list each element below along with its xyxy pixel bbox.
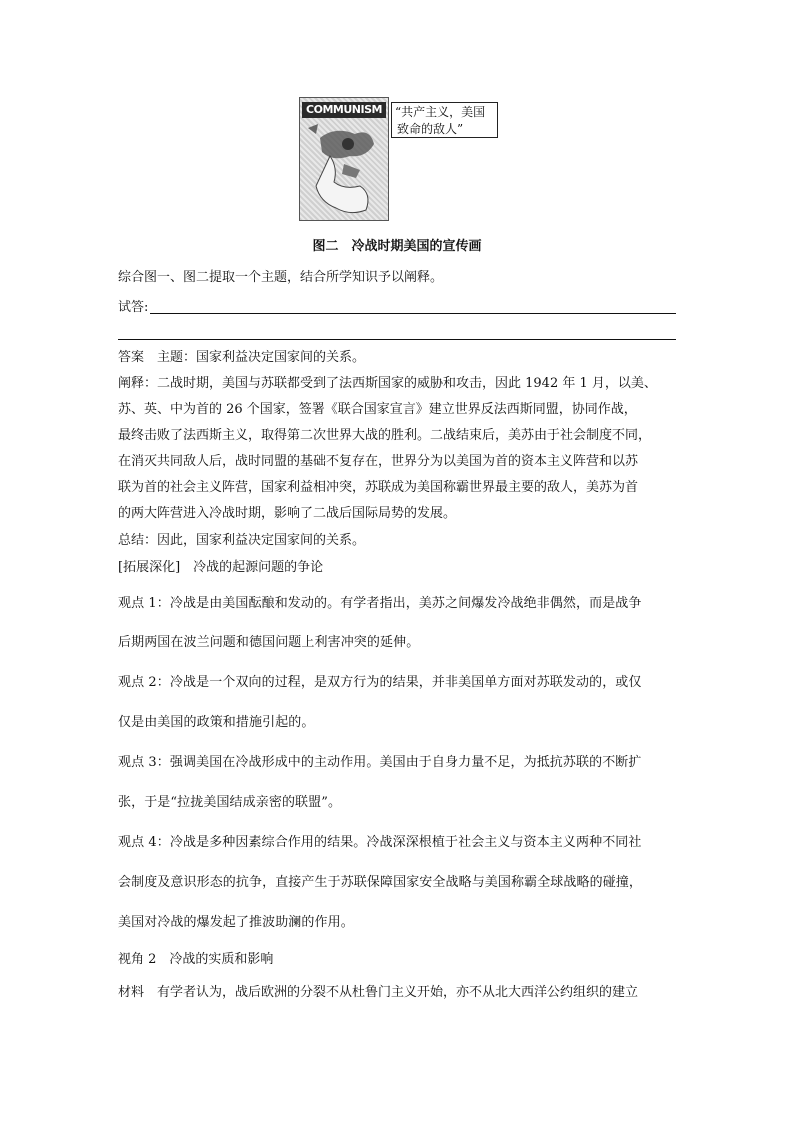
answer-line-2: 阐释：二战时期，美国与苏联都受到了法西斯国家的威胁和攻击，因此 1942 年 1 月，以美、 [118,376,657,391]
poster-illustration [300,98,388,220]
viewpoint-1-line-1: 观点 1：冷战是由美国酝酿和发动的。有学者指出，美苏之间爆发冷战绝非偶然，而是战争 [118,596,642,611]
expansion-heading: [拓展深化] 冷战的起源问题的争论 [118,560,324,575]
answer-blank-line-2[interactable] [118,339,676,340]
answer-line-7: 的两大阵营进入冷战时期，影响了二战后国际局势的发展。 [118,506,457,521]
answer-line-8: 总结：因此，国家利益决定国家间的关系。 [118,533,366,548]
answer-line-5: 在消灭共同敌人后，战时同盟的基础不复存在，世界分为以美国为首的资本主义阵营和以苏 [118,454,639,469]
viewpoint-2-line-2: 仅是由美国的政策和措施引起的。 [118,715,315,730]
section-2-heading: 视角 2 冷战的实质和影响 [118,952,274,967]
poster-callout-box [391,102,498,138]
viewpoint-4-line-2: 会制度及意识形态的抗争，直接产生于苏联保障国家安全战略与美国称霸全球战略的碰撞， [118,875,643,890]
viewpoint-3-line-2: 张，于是“拉拢美国结成亲密的联盟”。 [118,795,342,810]
poster-title: COMMUNISM [302,102,386,118]
callout-line-2: 致命的敌人” [397,122,464,136]
section-2-material: 材料 有学者认为，战后欧洲的分裂不从杜鲁门主义开始，亦不从北大西洋公约组织的建立 [118,985,639,1000]
viewpoint-4-line-1: 观点 4：冷战是多种因素综合作用的结果。冷战深深根植于社会主义与资本主义两种不同社 [118,835,642,850]
viewpoint-3-line-1: 观点 3：强调美国在冷战形成中的主动作用。美国由于自身力量不足，为抵抗苏联的不断扩 [118,755,642,770]
answer-blank-line-1[interactable] [150,313,676,314]
answer-label: 试答: [118,300,149,315]
viewpoint-4-line-3: 美国对冷战的爆发起了推波助澜的作用。 [118,915,354,930]
figure-caption: 图二 冷战时期美国的宣传画 [312,239,482,254]
question-prompt: 综合图一、图二提取一个主题，结合所学知识予以阐释。 [118,270,444,285]
propaganda-poster-image [299,97,389,221]
answer-line-3: 苏、英、中为首的 26 个国家，签署《联合国家宣言》建立世界反法西斯同盟，协同作战， [118,402,637,417]
answer-line-6: 联为首的社会主义阵营，国家利益相冲突，苏联成为美国称霸世界最主要的敌人，美苏为首 [118,480,639,495]
answer-line-4: 最终击败了法西斯主义，取得第二次世界大战的胜利。二战结束后，美苏由于社会制度不同， [118,428,652,443]
callout-line-1: “共产主义，美国 [395,105,486,119]
viewpoint-1-line-2: 后期两国在波兰问题和德国问题上利害冲突的延伸。 [118,635,420,650]
answer-line-1: 答案 主题：国家利益决定国家间的关系。 [118,350,366,365]
viewpoint-2-line-1: 观点 2：冷战是一个双向的过程，是双方行为的结果，并非美国单方面对苏联发动的，或仅 [118,675,642,690]
